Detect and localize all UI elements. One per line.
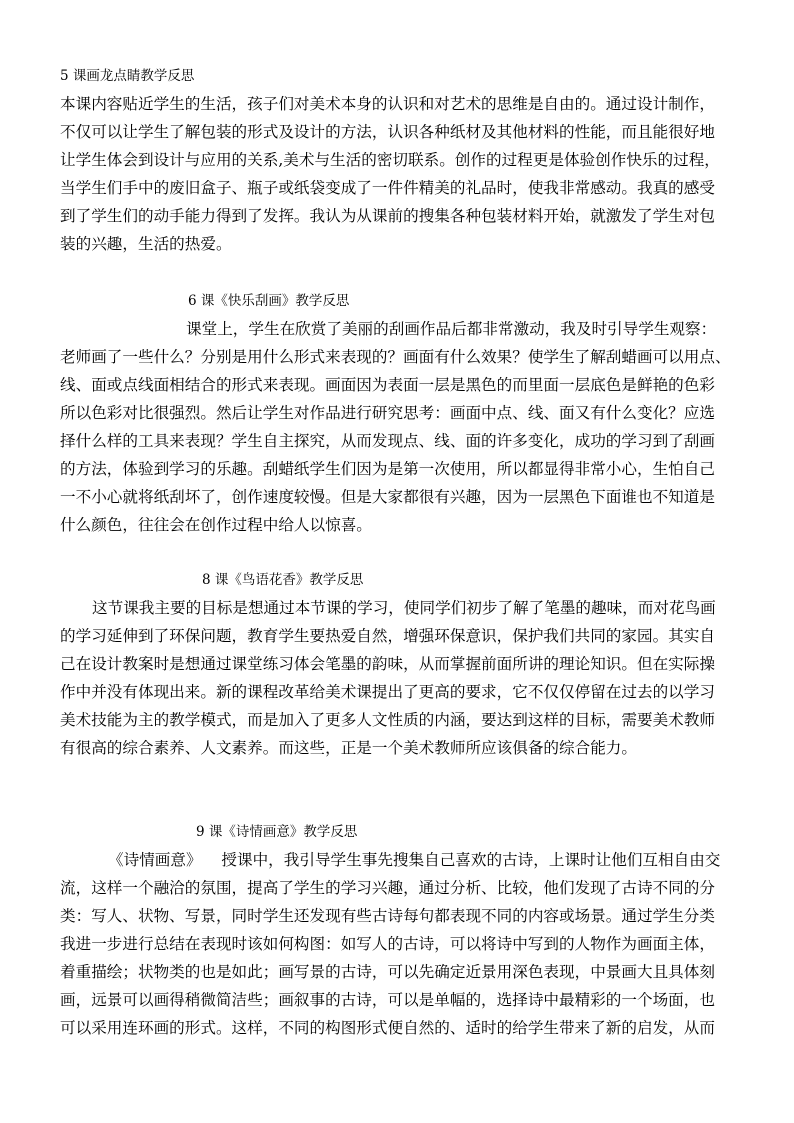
paragraph-line: 流，这样一个融洽的氛围，提高了学生的学习兴趣，通过分析、比较，他们发现了古诗不同的分 [60, 879, 715, 897]
section-heading-5: 5 课画龙点睛教学反思 [60, 68, 195, 84]
paragraph-line: 本课内容贴近学生的生活，孩子们对美术本身的认识和对艺术的思维是自由的。通过设计制作， [60, 95, 715, 113]
paragraph-line: 美术技能为主的教学模式，而是加入了更多人文性质的内涵，要达到这样的目标，需要美术教师 [60, 711, 715, 729]
paragraph-line: 己在设计教案时是想通过课堂练习体会笔墨的韵味，从而掌握前面所讲的理论知识。但在实际操 [60, 655, 715, 673]
section-heading-6: 6 课《快乐刮画》教学反思 [188, 293, 350, 309]
paragraph-line: 的方法，体验到学习的乐趣。刮蜡纸学生们因为是第一次使用，所以都显得非常小心，生怕自己 [60, 460, 715, 478]
paragraph-line: 当学生们手中的废旧盒子、瓶子或纸袋变成了一件件精美的礼品时，使我非常感动。我真的感受 [60, 179, 715, 197]
paragraph-line: 画，远景可以画得稍微简洁些；画叙事的古诗，可以是单幅的，选择诗中最精彩的一个场面，也 [60, 991, 715, 1009]
paragraph-line: 装的兴趣，生活的热爱。 [60, 235, 232, 253]
paragraph-line: 择什么样的工具来表现？学生自主探究，从而发现点、线、面的许多变化，成功的学习到了刮画 [60, 432, 715, 450]
paragraph-line: 不仅可以让学生了解包装的形式及设计的方法，认识各种纸材及其他材料的性能，而且能很好地 [60, 123, 715, 141]
paragraph-line: 着重描绘；状物类的也是如此；画写景的古诗，可以先确定近景用深色表现，中景画大且具体刻 [60, 963, 715, 981]
paragraph-line: 《诗情画意》 授课中，我引导学生事先搜集自己喜欢的古诗，上课时让他们互相自由交 [108, 851, 721, 869]
paragraph-line: 我进一步进行总结在表现时该如何构图：如写人的古诗，可以将诗中写到的人物作为画面主体， [60, 935, 715, 953]
paragraph-line: 老师画了一些什么？分别是用什么形式来表现的？画面有什么效果？使学生了解刮蜡画可以用点、 [60, 348, 731, 366]
paragraph-line: 什么颜色，往往会在创作过程中给人以惊喜。 [60, 516, 372, 534]
paragraph-line: 类：写人、状物、写景，同时学生还发现有些古诗每句都表现不同的内容或场景。通过学生分类 [60, 907, 715, 925]
section-heading-8: 8 课《鸟语花香》教学反思 [202, 572, 364, 588]
paragraph-line: 到了学生们的动手能力得到了发挥。我认为从课前的搜集各种包装材料开始，就激发了学生对包 [60, 207, 715, 225]
paragraph-line: 所以色彩对比很强烈。然后让学生对作品进行研究思考：画面中点、线、面又有什么变化？应选 [60, 404, 715, 422]
paragraph-line: 的学习延伸到了环保问题，教育学生要热爱自然，增强环保意识，保护我们共同的家园。其实自 [60, 627, 715, 645]
paragraph-line: 一不小心就将纸刮坏了，创作速度较慢。但是大家都很有兴趣，因为一层黑色下面谁也不知道是 [60, 488, 715, 506]
paragraph-line: 让学生体会到设计与应用的关系,美术与生活的密切联系。创作的过程更是体验创作快乐的过程， [60, 151, 720, 169]
section-heading-9: 9 课《诗情画意》教学反思 [196, 824, 358, 840]
paragraph-line: 有很高的综合素养、人文素养。而这些，正是一个美术教师所应该俱备的综合能力。 [60, 739, 637, 757]
paragraph-line: 这节课我主要的目标是想通过本节课的学习，使同学们初步了解了笔墨的趣味，而对花鸟画 [92, 599, 716, 617]
paragraph-line: 可以采用连环画的形式。这样，不同的构图形式便自然的、适时的给学生带来了新的启发，从而 [60, 1019, 715, 1037]
paragraph-line: 作中并没有体现出来。新的课程改革给美术课提出了更高的要求，它不仅仅停留在过去的以学习 [60, 683, 715, 701]
paragraph-line: 线、面或点线面相结合的形式来表现。画面因为表面一层是黑色的而里面一层底色是鲜艳的色彩 [60, 376, 715, 394]
paragraph-line: 课堂上，学生在欣赏了美丽的刮画作品后都非常激动，我及时引导学生观察： [186, 320, 717, 338]
